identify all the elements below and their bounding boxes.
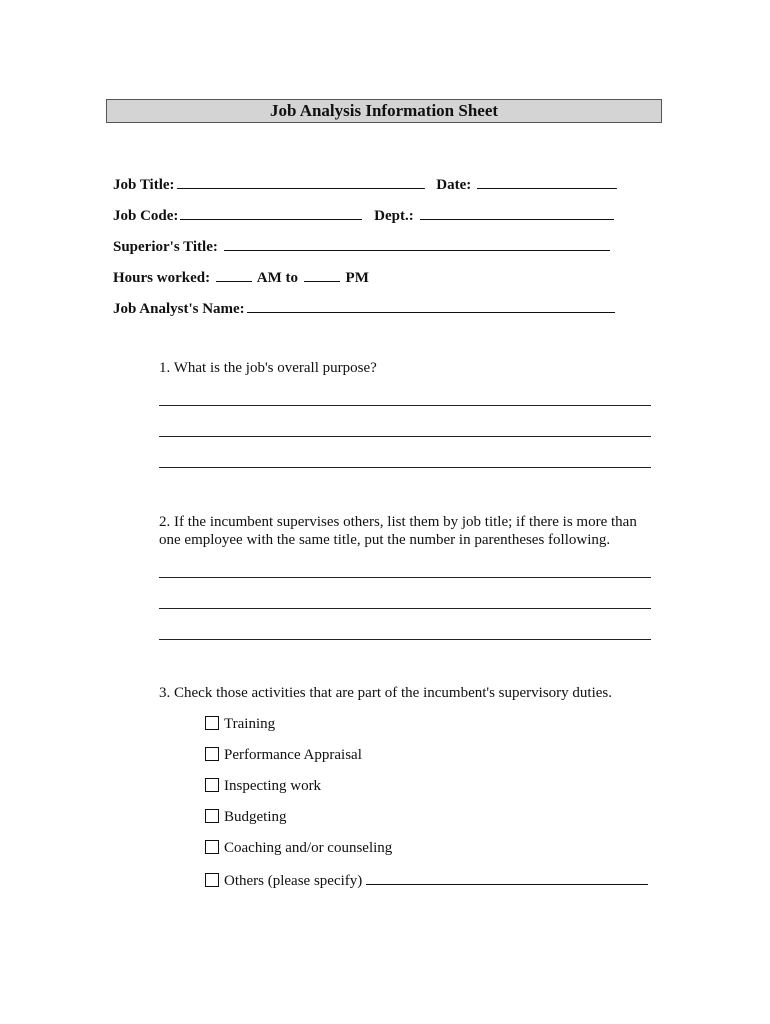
superiors-title-label: Superior's Title: <box>113 239 218 255</box>
coaching-label: Coaching and/or counseling <box>224 840 393 856</box>
job-title-row <box>113 174 619 194</box>
am-to-label: AM to <box>256 270 299 286</box>
others-checkbox[interactable] <box>205 873 219 887</box>
job-code-label: Job Code: <box>113 208 179 224</box>
training-label: Training <box>224 716 276 732</box>
activity-option-budgeting <box>205 808 287 826</box>
question-1: 1. What is the job's overall purpose? <box>159 360 377 376</box>
training-checkbox[interactable] <box>205 716 219 730</box>
job-code-field[interactable] <box>180 205 362 220</box>
superiors-title-field[interactable] <box>224 236 610 251</box>
activity-option-inspecting-work <box>205 777 321 795</box>
date-label: Date: <box>436 177 472 193</box>
analyst-name-row <box>113 298 617 318</box>
superiors-title-row <box>113 236 612 256</box>
form-title: Job Analysis Information Sheet <box>106 99 662 123</box>
performance-appraisal-checkbox[interactable] <box>205 747 219 761</box>
hours-worked-label: Hours worked: <box>113 270 211 286</box>
activity-option-performance-appraisal <box>205 746 362 764</box>
budgeting-checkbox[interactable] <box>205 809 219 823</box>
question-3: 3. Check those activities that are part of the incumbent's supervisory duties. <box>159 685 613 701</box>
question-2-line-1: 2. If the incumbent supervises others, list them by job title; if there is more than <box>159 514 637 530</box>
others-specify-field[interactable] <box>366 870 648 885</box>
end-hour-field[interactable] <box>304 267 340 282</box>
inspecting-work-label: Inspecting work <box>224 778 322 794</box>
pm-label: PM <box>345 270 369 286</box>
activity-option-others <box>205 870 648 888</box>
job-title-label: Job Title: <box>113 177 175 193</box>
performance-appraisal-label: Performance Appraisal <box>224 747 362 763</box>
date-field[interactable] <box>477 174 617 189</box>
analyst-name-label: Job Analyst's Name: <box>113 301 245 317</box>
activity-option-coaching <box>205 839 392 857</box>
dept-field[interactable] <box>420 205 614 220</box>
hours-worked-row <box>113 267 369 287</box>
job-title-field[interactable] <box>177 174 425 189</box>
analyst-name-field[interactable] <box>247 298 615 313</box>
coaching-checkbox[interactable] <box>205 840 219 854</box>
budgeting-label: Budgeting <box>224 809 287 825</box>
q2-answer-line-1[interactable] <box>159 577 651 578</box>
start-hour-field[interactable] <box>216 267 252 282</box>
inspecting-work-checkbox[interactable] <box>205 778 219 792</box>
q2-answer-line-3[interactable] <box>159 639 651 640</box>
question-2-line-2: one employee with the same title, put the number in parentheses following. <box>159 532 611 548</box>
job-code-row <box>113 205 616 225</box>
q2-answer-line-2[interactable] <box>159 608 651 609</box>
q1-answer-line-1[interactable] <box>159 405 651 406</box>
q1-answer-line-3[interactable] <box>159 467 651 468</box>
others-label: Others (please specify) <box>224 873 363 889</box>
activity-option-training <box>205 715 275 733</box>
q1-answer-line-2[interactable] <box>159 436 651 437</box>
dept-label: Dept.: <box>374 208 414 224</box>
